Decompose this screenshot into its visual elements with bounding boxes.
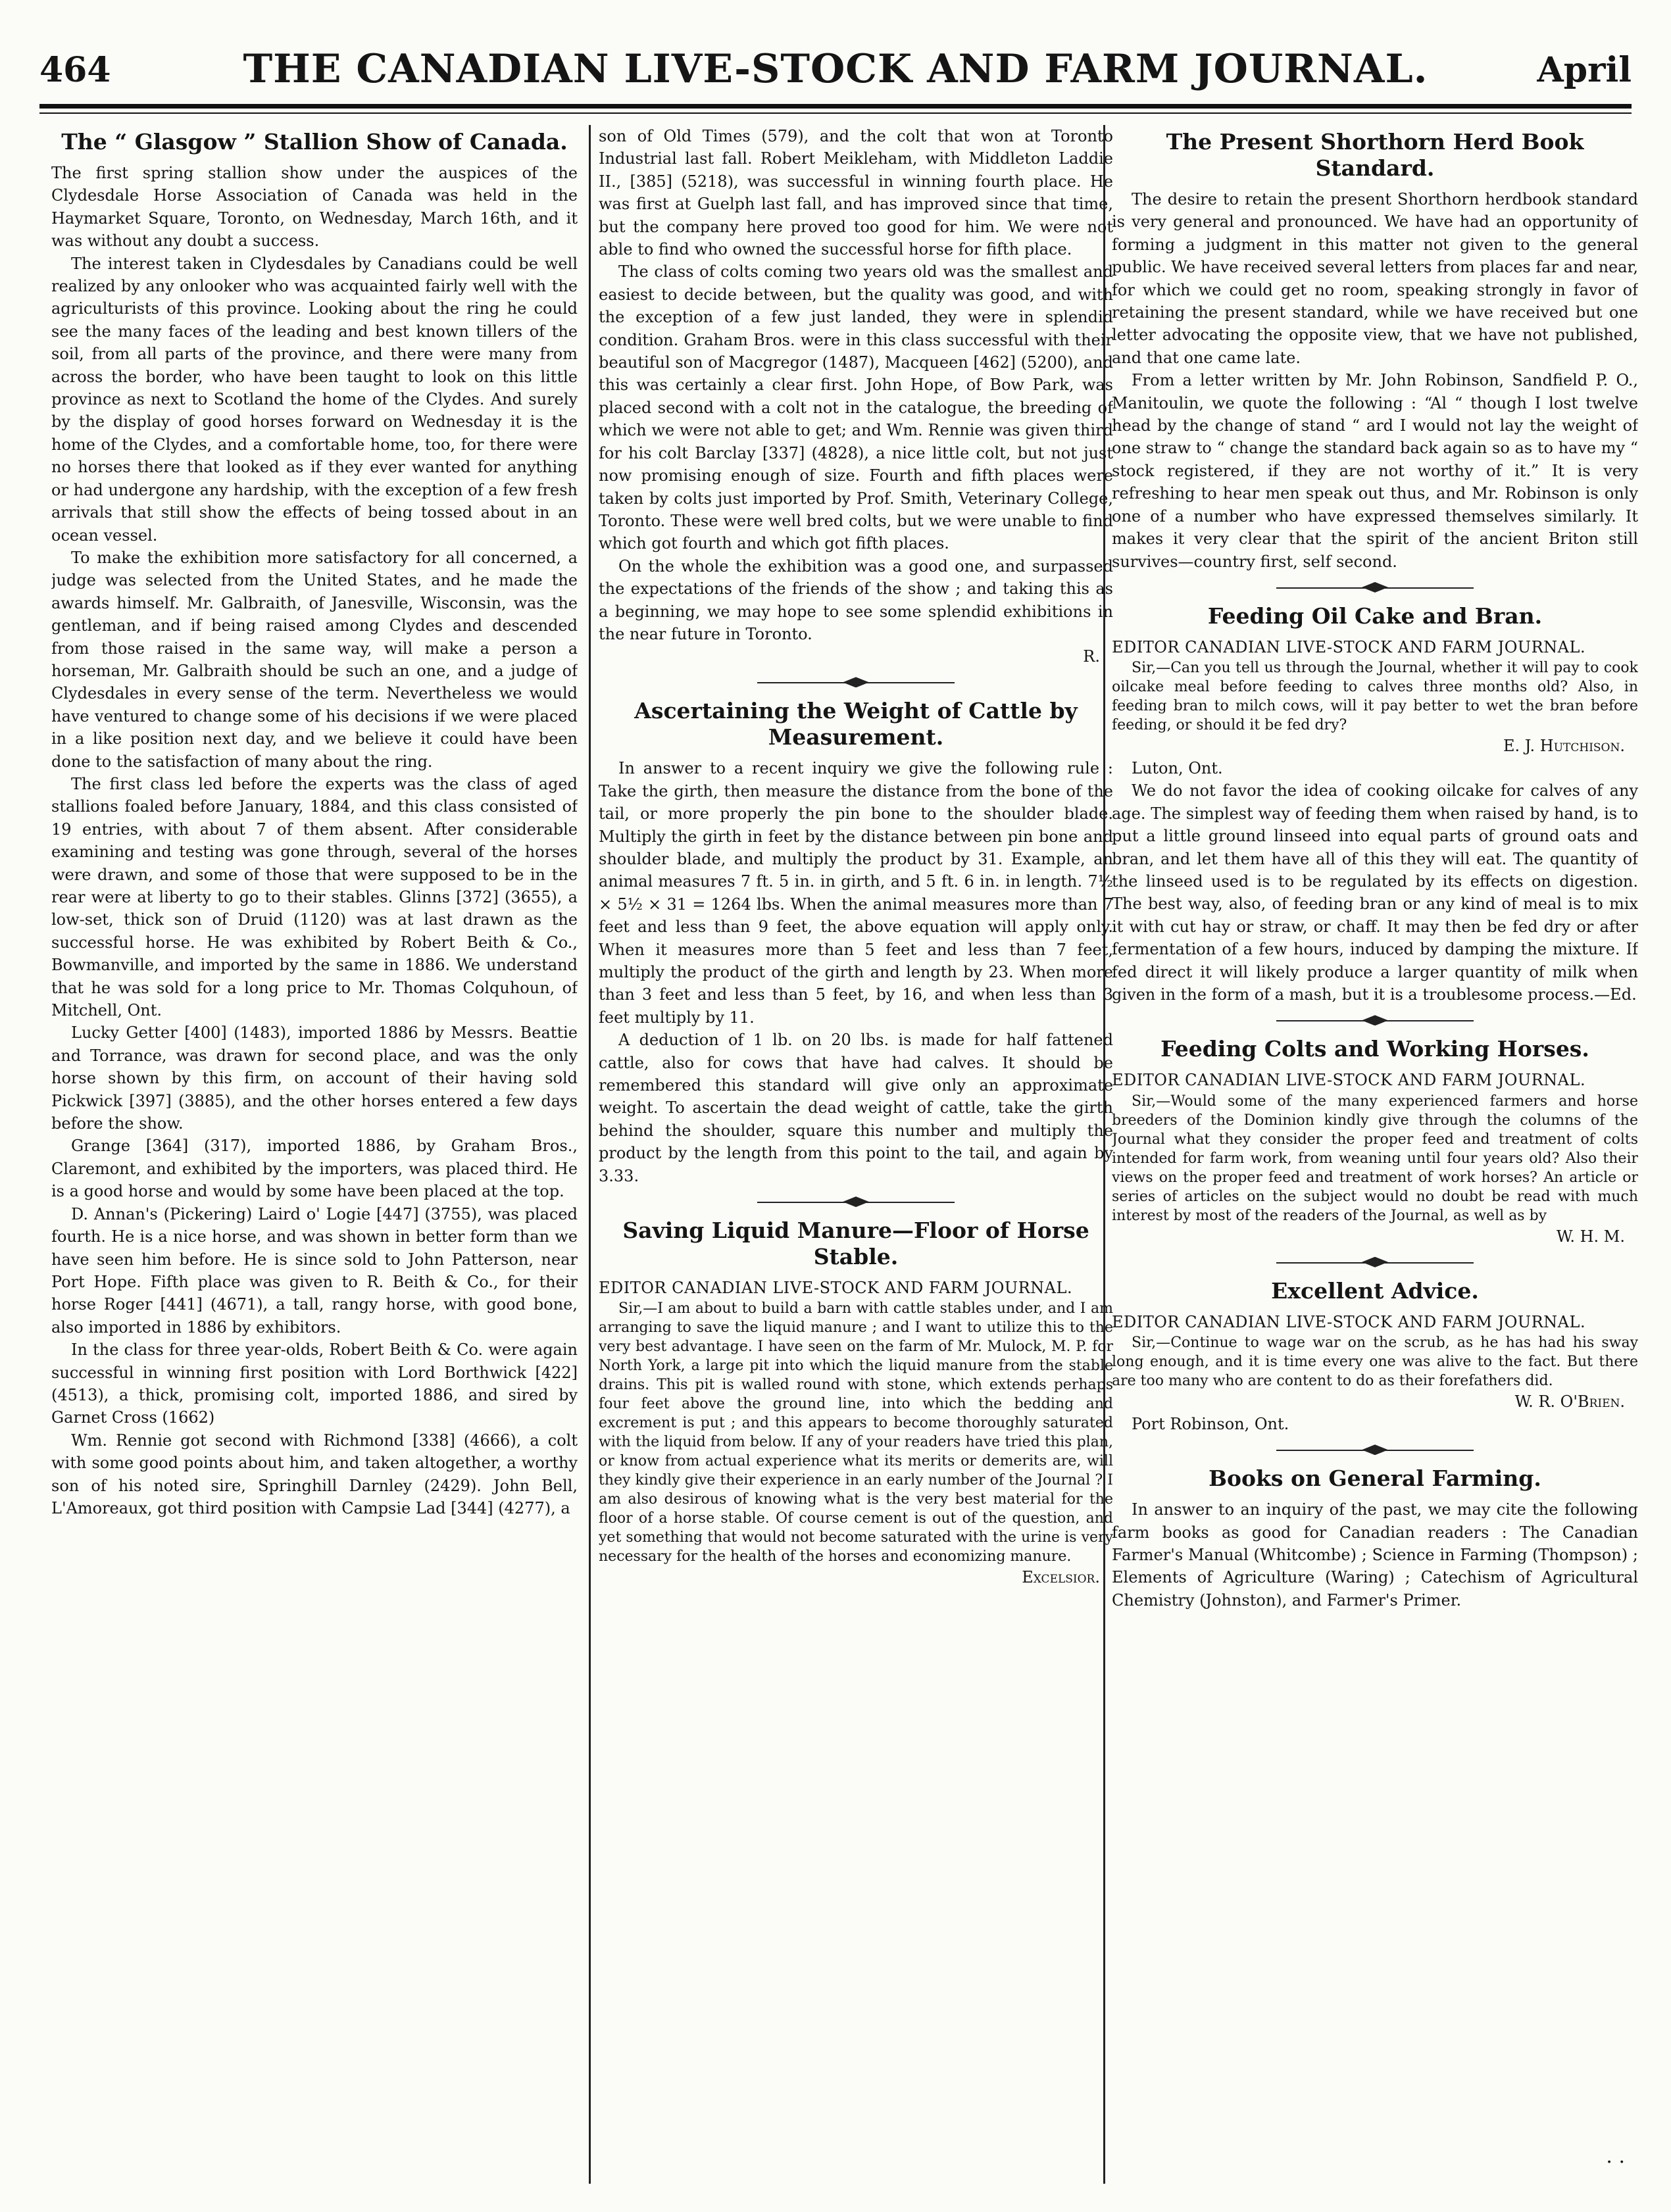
column-rule — [589, 125, 591, 2184]
paragraph: We do not favor the idea of cooking oilcake for calves of any age. The simplest way of feeding them when raised by hand, is to put a little ground linseed into equal parts of ground oats and bran, and let them have all of this they will eat. The quantity of the linseed used is to be regulated by its effects on digestion. The best way, also, of feeding bran or any kind of meal is to mix it with cut hay or straw, or chaff. It may then be fed dry or after fermentation of a few hours, induced by damping the mixture. If fed direct it will likely produce a larger quantity of milk when given in the form of a mash, but it is a troublesome process.—Ed. — [1112, 781, 1638, 1004]
letter-paragraph: Sir,—I am about to build a barn with cattle stables under, and I am arranging to save the liquid manure ; and I want to utilize this to the very best advantage. I have seen on the farm of Mr. Mulock, M. P. for North York, a large pit into which the liquid manure from the stable drains. This pit is walled round with stone, which extends perhaps four feet above the ground line, into which the bedding and excrement is put ; and this appears to become thoroughly saturated with the liquid from below. If any of your readers have tried this plan, or know from actual experience what its merits or demerits are, will they kindly give their experience in an early number of the Journal ? I am also desirous of knowing what is the very best material for the floor of a horse stable. Of course cement is out of the question, and yet something that would not become saturated with the urine is very necessary for the health of the horses and economizing manure. — [599, 1300, 1113, 1565]
letter-place: Luton, Ont. — [1132, 759, 1223, 778]
letter-paragraph: Sir,—Continue to wage war on the scrub, as he has had his sway long enough, and it is time every one was alive to the fact. But there are too many who are content to do as their forefathers did. — [1112, 1335, 1638, 1390]
article-excellent-advice — [1112, 1278, 1638, 1435]
article-title: The “ Glasgow ” Stallion Show of Canada. — [61, 129, 568, 155]
paragraph: son of Old Times (579), and the colt that won at Toronto Industrial last fall. Robert Meikleham, with Middleton Laddie II., [385] (5218), was successful in winning fourth place. He was first at Guelph last fall, and has improved since that time, but the company here proved too good for him. We were not able to find who owned the successful horse for fifth place. — [599, 127, 1113, 259]
section-divider — [1276, 1442, 1474, 1459]
paragraph: D. Annan's (Pickering) Laird o' Logie [447] (3755), was placed fourth. He is a nice horse, and was shown in better form than we have seen him before. He is since sold to John Patterson, near Port Hope. Fifth place was given to R. Beith & Co., for their horse Roger [441] (4671), a tall, rangy horse, with good bone, also imported in 1886 by exhibitors. — [51, 1204, 578, 1337]
page-header — [39, 46, 1632, 105]
article-title: Excellent Advice. — [1271, 1277, 1479, 1304]
article-weight-of-cattle — [599, 698, 1113, 1187]
paragraph: Wm. Rennie got second with Richmond [338] (4666), a colt with some good points about him, and taken altogether, a worthy son of his noted sire, Springhill Darnley (2429). John Bell, L'Amoreaux, got third position with Campsie Lad [344] (4277), a — [51, 1431, 578, 1517]
paragraph: Grange [364] (317), imported 1886, by Graham Bros., Claremont, and exhibited by the importers, was placed third. He is a good horse and would by some have been placed at the top. — [51, 1137, 578, 1201]
article-title: Ascertaining the Weight of Cattle by Measurement. — [634, 698, 1078, 750]
article-liquid-manure — [599, 1217, 1113, 1588]
section-divider — [757, 1194, 955, 1211]
article-glasgow-stallion-show — [51, 129, 578, 1519]
article-shorthorn-herd-book — [1112, 129, 1638, 573]
article-title: Saving Liquid Manure—Floor of Horse Stable. — [622, 1217, 1089, 1270]
paragraph: The interest taken in Clydesdales by Canadians could be well realized by any onlooker who was acquainted fairly well with the agriculturists of this province. Looking about the ring he could see the many faces of the leading and best known tillers of the soil, from all parts of the province, and there were many from across the border, who have been taught to look on this little province as next to Scotland the home of the Clydes. And surely by the display of good horses forward on Wednesday it is the home of the Clydes, and a comfortable home, too, for there were no horses there that looked as if they ever wanted for anything or had undergone any hardship, with the exception of a few fresh arrivals that still show the effects of being tossed about in an ocean vessel. — [51, 254, 578, 545]
article-title: Feeding Oil Cake and Bran. — [1207, 602, 1543, 629]
column-3 — [1112, 125, 1638, 2184]
section-divider — [1276, 579, 1474, 597]
letter-paragraph: Sir,—Can you tell us through the Journal, whether it will pay to cook oilcake meal before feeding to calves three months old? Also, in feeding bran to milch cows, will it pay better to wet the bran before feeding, or should it be fed dry? — [1112, 660, 1638, 734]
paragraph: On the whole the exhibition was a good one, and surpassed the expectations of the friends of the show ; and taking this as a beginning, we may hope to see some splendid exhibitions in the near future in Toronto. — [599, 556, 1113, 643]
header-rule — [39, 104, 1632, 109]
section-divider — [1276, 1012, 1474, 1029]
editor-line: EDITOR CANADIAN LIVE-STOCK AND FARM JOURNAL. — [1112, 637, 1586, 656]
header-rule-thin — [39, 112, 1632, 114]
paragraph: The class of colts coming two years old was the smallest and easiest to decide between, but the quality was good, and with the exception of a few just landed, they were in splendid condition. Graham Bros. were in this class successful with their beautiful son of Macgregor (1487), Macqueen [462] (5200), and this was certainly a clear first. John Hope, of Bow Park, was placed second with a colt not in the catalogue, the breeding of which we were not able to get; and Wm. Rennie was given third for his colt Barclay [337] (4828), a nice little colt, but not just now promising enough of size. Fourth and fifth places were taken by colts just imported by Prof. Smith, Veterinary College, Toronto. These were well bred colts, but we were unable to find which got fourth and which got fifth places. — [599, 262, 1113, 553]
column-2 — [599, 125, 1113, 2184]
paragraph: To make the exhibition more satisfactory for all concerned, a judge was selected from the United States, and he made the awards himself. Mr. Galbraith, of Janesville, Wisconsin, was the gentleman, and if being raised among Clydes and descended from those raised in the same way, will make a person a horseman, Mr. Galbraith should be such an one, and a judge of Clydesdales in every sense of the term. Nevertheless we would have ventured to change some of his decisions if we were placed in a like position next day, and we believe it could have been done to the satisfaction of many about the ring. — [51, 548, 578, 771]
letter-signature: W. R. O'Brien. — [1514, 1392, 1625, 1412]
article-oil-cake-bran — [1112, 603, 1638, 1006]
signature: R. — [1083, 647, 1100, 666]
editor-line: EDITOR CANADIAN LIVE-STOCK AND FARM JOURNAL. — [599, 1279, 1073, 1298]
column-1 — [51, 125, 578, 2184]
paragraph: The first class led before the experts was the class of aged stallions foaled before January, 1884, and this class consisted of 19 entries, with about 7 of them absent. After considerable examining and testing was gone through, several of the horses were drawn, and some of those that were supposed to be in the rear were at liberty to go to their stables. Glinns [372] (3655), a low-set, thick son of Druid (1120) was at last drawn as the successful horse. He was exhibited by Robert Beith & Co., Bowmanville, and imported by the same in 1886. We understand that he was sold for a long price to Mr. Thomas Colquhoun, of Mitchell, Ont. — [51, 774, 578, 1020]
paragraph: The first spring stallion show under the auspices of the Clydesdale Horse Association of Canada was held in the Haymarket Square, Toronto, on Wednesday, March 16th, and it was without any doubt a success. — [51, 164, 578, 251]
article-feeding-colts — [1112, 1036, 1638, 1247]
article-title: Books on General Farming. — [1209, 1465, 1541, 1492]
paragraph: A deduction of 1 lb. on 20 lbs. is made for half fattened cattle, also for cows that have had calves. It should be remembered this standard will give only an approximate weight. To ascertain the dead weight of cattle, take the girth behind the shoulder, square this number and multiply the product by the length from this point to the tail, and again by 3.33. — [599, 1031, 1113, 1185]
letter-paragraph: Sir,—Would some of the many experienced farmers and horse breeders of the Dominion kindly give through the columns of the Journal what they consider the proper feed and treatment of colts intended for farm work, from weaning until four years old? Also their views on the proper feed and treatment of work horses? An article or series of articles on the subject would no doubt be read with much interest by most of the readers of the Journal, as well as by — [1112, 1093, 1638, 1224]
letter-signature: W. H. M. — [1556, 1227, 1625, 1246]
paragraph: From a letter written by Mr. John Robinson, Sandfield P. O., Manitoulin, we quote the following : “Al “ though I lost twelve head by the change of stand “ ard I would not lay the weight of one straw to “ change the standard back again so as to have my “ stock registered, if they are not worthy of it.” It is very refreshing to hear men speak out thus, and Mr. Robinson is only one of a number who have expressed themselves similarly. It makes it very clear that the spirit of the ancient Briton still survives—country first, self second. — [1112, 371, 1638, 571]
signature: Excelsior. — [1022, 1568, 1100, 1587]
article-title: The Present Shorthorn Herd Book Standard. — [1166, 129, 1584, 181]
article-books-general-farming — [1112, 1465, 1638, 1611]
section-divider — [1276, 1254, 1474, 1271]
editor-line: EDITOR CANADIAN LIVE-STOCK AND FARM JOURNAL. — [1112, 1312, 1586, 1331]
paragraph: In answer to an inquiry of the past, we may cite the following farm books as good for Canadian readers : The Canadian Farmer's Manual (Whitcombe) ; Science in Farming (Thompson) ; Elements of Agriculture (Waring) ; Catechism of Agricultural Chemistry (Johnston), and Farmer's Primer. — [1112, 1500, 1638, 1610]
section-divider — [757, 674, 955, 691]
footer-ornament: · · — [1606, 2151, 1625, 2174]
letter-place: Port Robinson, Ont. — [1132, 1415, 1289, 1434]
issue-month: April — [1537, 50, 1632, 90]
paragraph: In the class for three year-olds, Robert Beith & Co. were again successful in winning first position with Lord Borthwick [422] (4513), a thick, promising colt, imported 1886, and sired by Garnet Cross (1662) — [51, 1340, 578, 1427]
letter-signature: E. J. Hutchison. — [1503, 737, 1625, 756]
paragraph: The desire to retain the present Shorthorn herdbook standard is very general and pronounced. We have had an opportunity of forming a judgment in this matter not given to the general public. We have received several letters from places far and near, for which we could get no room, speaking strongly in favor of retaining the present standard, while we have received but one letter advocating the opposite view, that we have not published, and that one came late. — [1112, 190, 1638, 367]
paragraph: Lucky Getter [400] (1483), imported 1886 by Messrs. Beattie and Torrance, was drawn for second place, and was the only horse shown by this firm, on account of their having sold Pickwick [397] (3885), and the other horses entered a few days before the show. — [51, 1023, 578, 1133]
journal-title: THE CANADIAN LIVE-STOCK AND FARM JOURNAL. — [243, 46, 1428, 92]
paragraph: In answer to a recent inquiry we give the following rule : Take the girth, then measure the distance from the bone of the tail, or more properly the pin bone to the shoulder blade. Multiply the girth in feet by the distance between pin bone and shoulder blade, and multiply the product by 31. Example, an animal measures 7 ft. 5 in. in girth, and 5 ft. 6 in. in length. 7½ × 5½ × 31 = 1264 lbs. When the animal measures more than 7 feet and less than 9 feet, the above equation will apply only. When it measures more than 5 feet and less than 7 feet, multiply the product of the girth and length by 23. When more than 3 feet and less than 5 feet, by 16, and when less than 3 feet multiply by 11. — [599, 759, 1113, 1027]
editor-line: EDITOR CANADIAN LIVE-STOCK AND FARM JOURNAL. — [1112, 1071, 1586, 1090]
article-title: Feeding Colts and Working Horses. — [1160, 1036, 1589, 1062]
article-glasgow-continued — [599, 125, 1113, 668]
page-number: 464 — [39, 50, 111, 90]
